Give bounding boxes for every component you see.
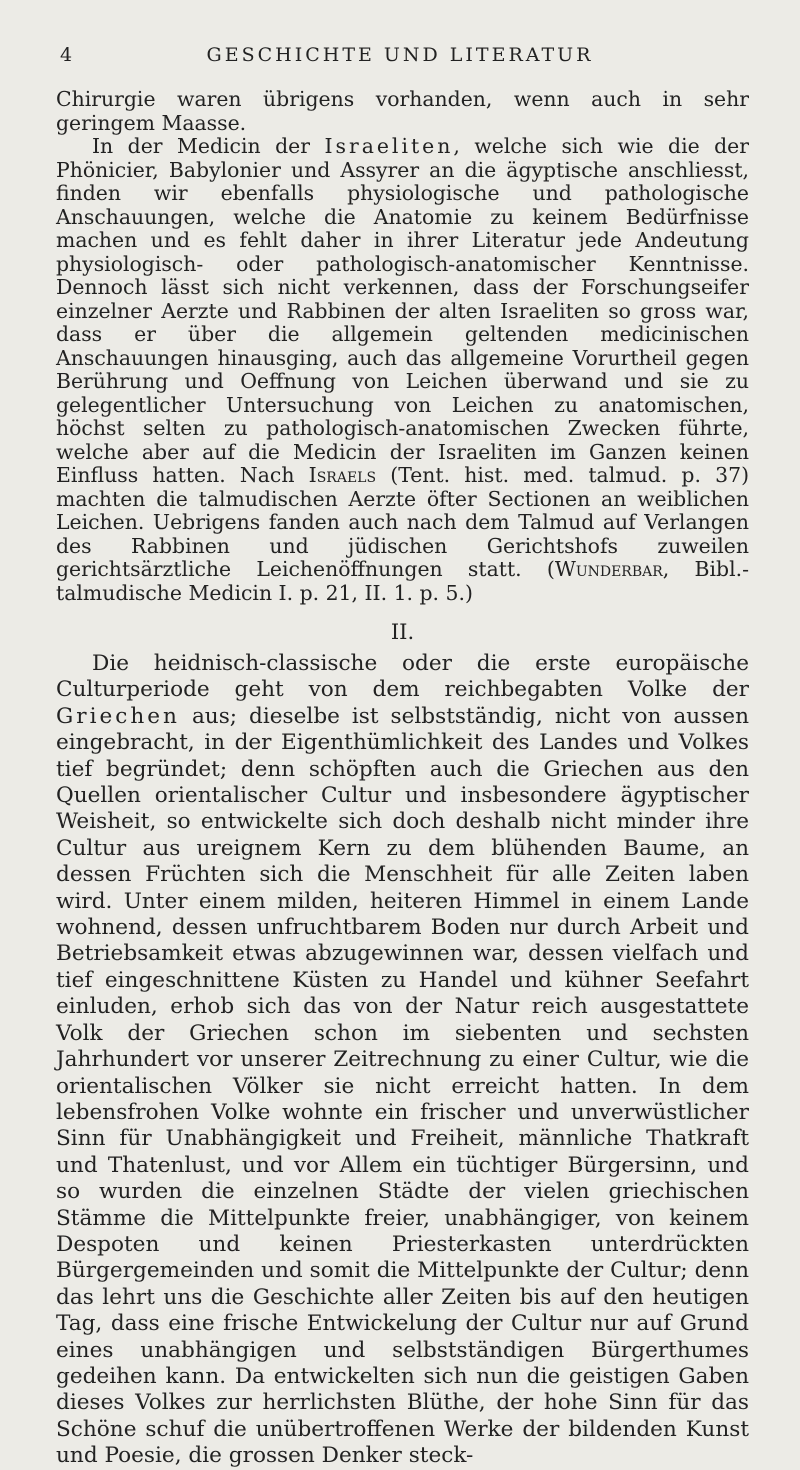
israeliten-section — [56, 88, 749, 605]
paragraph-chirurgie: Chirurgie waren übrigens vorhanden, wenn auch in sehr geringem Maasse. — [56, 87, 749, 135]
emphasis-griechen: Griechen — [56, 703, 180, 729]
text-run: (Tent. hist. med. talmud. p. 37) machten die talmudischen Aerzte öfter Sectionen an weiblichen Leichen. Uebrigens fanden auch nach dem Talmud auf Verlangen des Rabbinen und jüdischen Gerichtshofs zuweilen gerichtsärztliche Leichenöffnungen statt. ( — [56, 463, 750, 581]
author-israels: Israels — [308, 463, 377, 487]
text-run: Die heidnisch-classische oder die erste europäische Culturperiode geht von dem reichbegabten Volke der — [56, 651, 749, 703]
section-heading: II. — [390, 620, 415, 644]
author-wunderbar: Wunderbar — [554, 557, 663, 581]
paragraph-griechen — [56, 651, 749, 1470]
page-header — [60, 44, 740, 84]
text-run: , Bibl.-talmudische Medicin I. p. 21, II. 1. p. 5.) — [56, 557, 750, 605]
emphasis-israeliten: Israeliten — [324, 134, 454, 158]
body-text — [56, 88, 749, 1470]
running-head: GESCHICHTE UND LITERATUR — [206, 44, 594, 66]
text-run: In der Medicin der — [92, 134, 310, 158]
text-run: aus; dieselbe ist selbstständig, nicht von aussen eingebracht, in der Eigenthümlichkeit des Landes und Volkes tief begründet; denn schöpften auch die Griechen aus den Quellen orientalischer Cultur und insbesondere ägyptischer Weisheit, so entwickelte sich doch deshalb nicht minder ihre Cultur aus ureignem Kern zu dem blühenden Baume, an dessen Früchten sich die Menschheit für alle Zeiten laben wird. Unter einem milden, heiteren Himmel in einem Lande wohnend, dessen unfruchtbarem Boden nur durch Arbeit und Betriebsamkeit etwas abzugewinnen war, dessen vielfach und tief eingeschnittene Küsten zu Handel und kühner Seefahrt einluden, erhob sich das von der Natur reich ausgestattete Volk der Griechen schon im siebenten und sechsten Jahrhundert vor unserer Zeitrechnung zu einer Cultur, wie die orientalischen Völker sie nicht erreicht hatten. In dem lebensfrohen Volke wohnte ein frischer und unverwüstlicher Sinn für Unabhängigkeit und Freiheit, männliche Thatkraft und Thatenlust, und vor Allem ein tüchtiger Bürgersinn, und so wurden die einzelnen Städte der vielen griechischen Stämme die Mittelpunkte freier, unabhängiger, von keinem Despoten und keinen Priesterkasten unterdrückten Bürgergemeinden und somit die Mittelpunkte der Cultur; denn das lehrt uns die Geschichte aller Zeiten bis auf den heutigen Tag, dass eine frische Entwickelung der Cultur nur auf Grund eines unabhängigen und selbstständigen Bürgerthumes gedeihen kann. Da entwickelten sich nun die geistigen Gaben dieses Volkes zur herrlichsten Blüthe, der hohe Sinn für das Schöne schuf die unübertroffenen Werke der bildenden Kunst und Poesie, die grossen Denker steck- — [56, 703, 749, 1469]
page-number: 4 — [60, 44, 74, 66]
griechen-section — [56, 651, 749, 1470]
paragraph-israeliten — [56, 135, 749, 605]
text-run: , welche sich wie die der Phönicier, Babylonier und Assyrer an die ägyptische anschliesst, finden wir ebenfalls physiologische und pathologische Anschauungen, welche die Anatomie zu keinem Bedürfnisse machen und es fehlt daher in ihrer Literatur jede Andeutung physiologisch- oder pathologisch-anatomischer Kenntnisse. Dennoch lässt sich nicht verkennen, dass der Forschungseifer einzelner Aerzte und Rabbinen der alten Israeliten so gross war, dass er über die allgemein geltenden medicinischen Anschauungen hinausging, auch das allgemeine Vorurtheil gegen Berührung und Oeffnung von Leichen überwand und sie zu gelegentlicher Untersuchung von Leichen zu anatomischen, höchst selten zu pathologisch-anatomischen Zwecken führte, welche aber auf die Medicin der Israeliten im Ganzen keinen Einfluss hatten. Nach — [56, 134, 749, 487]
